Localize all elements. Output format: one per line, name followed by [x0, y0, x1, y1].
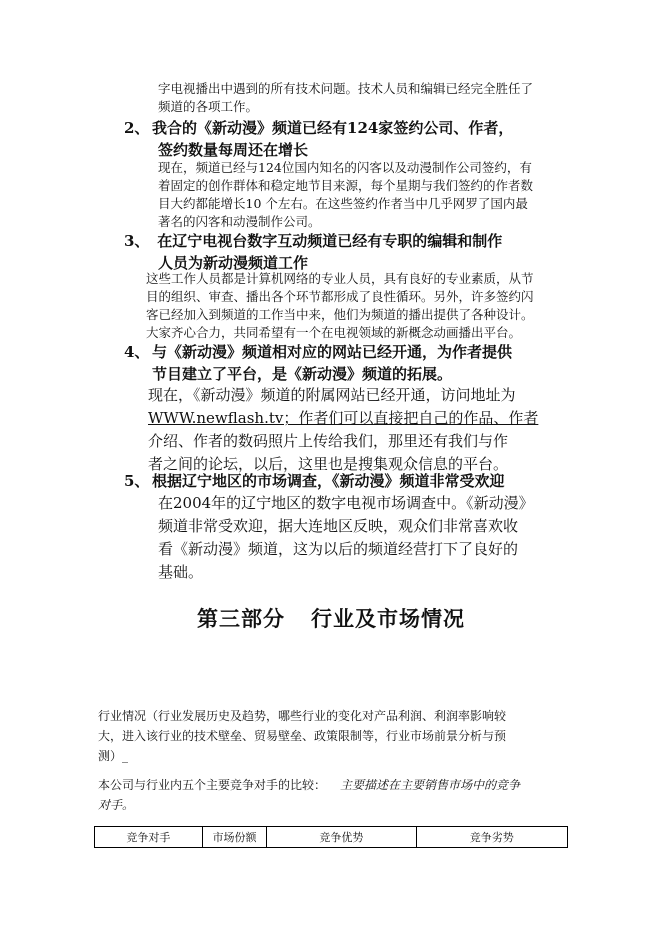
heading-line: 我合的《新动漫》频道已经有124家签约公司、作者，: [152, 119, 514, 137]
text-line: 字电视播出中遇到的所有技术问题。技术人员和编辑已经完全胜任了: [158, 81, 534, 96]
heading-line: 根据辽宁地区的市场调查，《新动漫》频道非常受欢迎: [152, 472, 505, 490]
section-title-text: 行业及市场情况: [311, 607, 465, 631]
item-2-body: [158, 159, 533, 231]
item-4-body: [148, 384, 538, 476]
competition-hint: 主要描述在主要销售市场中的竞争: [340, 778, 521, 792]
col-header-advantage: 竞争优势: [267, 827, 416, 848]
text-line: 者之间的论坛，以后，这里也是搜集观众信息的平台。: [148, 455, 509, 473]
item-1-continuation: [158, 80, 533, 116]
col-header-market-share: 市场份额: [202, 827, 266, 848]
text-line: 频道的各项工作。: [158, 99, 259, 114]
text-line: 大，进入该行业的技术壁垒、贸易壁垒、政策限制等，行业市场前景分析与预: [98, 729, 507, 743]
text-line: 目大约都能增长10 个左右。在这些签约作者当中几乎网罗了国内最: [158, 196, 528, 211]
heading-line: 在辽宁电视台数字互动频道已经有专职的编辑和制作: [152, 232, 503, 250]
item-5-body: [158, 492, 534, 584]
text-line: 著名的闪客和动漫制作公司。: [158, 214, 321, 229]
competitor-comparison-table: [94, 826, 568, 848]
item-number: 4、: [124, 343, 150, 361]
text-line: 频道非常受欢迎，据大连地区反映，观众们非常喜欢收: [158, 517, 519, 535]
col-header-disadvantage: 竞争劣势: [416, 827, 567, 848]
item-2-heading: [124, 117, 513, 161]
text-line: 着固定的创作群体和稳定地节目来源，每个星期与我们签约的作者数: [158, 178, 534, 193]
item-number: 3、: [124, 232, 150, 250]
item-3-body: [146, 270, 534, 342]
industry-note: [98, 706, 506, 766]
item-number: 5、: [124, 472, 150, 490]
heading-line: 节目建立了平台，是《新动漫》频道的拓展。: [152, 365, 453, 383]
competition-lead: 本公司与行业内五个主要竞争对手的比较：: [98, 778, 327, 792]
item-5-heading: [124, 470, 505, 492]
text-line: 现在，频道已经与124位国内知名的闪客以及动漫制作公司签约，有: [158, 160, 532, 175]
heading-line: 人员为新动漫频道工作: [158, 254, 309, 272]
item-4-heading: [124, 341, 512, 385]
text-line: 行业情况（行业发展历史及趋势，哪些行业的变化对产品利润、利润率影响较: [98, 709, 507, 723]
text-line: 在2004年的辽宁地区的数字电视市场调查中。《新动漫》: [158, 494, 534, 512]
text-line: 大家齐心合力，共同希望有一个在电视领域的新概念动画播出平台。: [146, 325, 522, 340]
text-line: 测）_: [98, 749, 129, 763]
website-url-line: WWW.newflash.tv；作者们可以直接把自己的作品、作者: [148, 409, 539, 427]
text-line: 目的组织、审查、播出各个环节都形成了良性循环。另外，许多签约闪: [146, 289, 534, 304]
competition-hint-cont: 对手。: [98, 798, 135, 812]
text-line: 客已经加入到频道的工作当中来，他们为频道的播出提供了各种设计。: [146, 307, 534, 322]
text-line: 这些工作人员都是计算机网络的专业人员，具有良好的专业素质，从节: [146, 271, 534, 286]
text-line: 基础。: [158, 563, 204, 581]
text-line: 看《新动漫》频道，这为以后的频道经营打下了良好的: [158, 540, 519, 558]
item-number: 2、: [124, 119, 150, 137]
text-line: 介绍、作者的数码照片上传给我们，那里还有我们与作: [148, 432, 509, 450]
text-line: 现在，《新动漫》频道的附属网站已经开通，访问地址为: [148, 386, 516, 404]
competition-intro: [98, 775, 520, 815]
section-part-label: 第三部分: [197, 607, 285, 631]
heading-line: 签约数量每周还在增长: [158, 141, 309, 159]
heading-line: 与《新动漫》频道相对应的网站已经开通，为作者提供: [152, 343, 513, 361]
col-header-competitor: 竞争对手: [95, 827, 203, 848]
item-3-heading: [124, 230, 502, 274]
table-header-row: [95, 827, 568, 848]
section-title: [0, 603, 662, 633]
